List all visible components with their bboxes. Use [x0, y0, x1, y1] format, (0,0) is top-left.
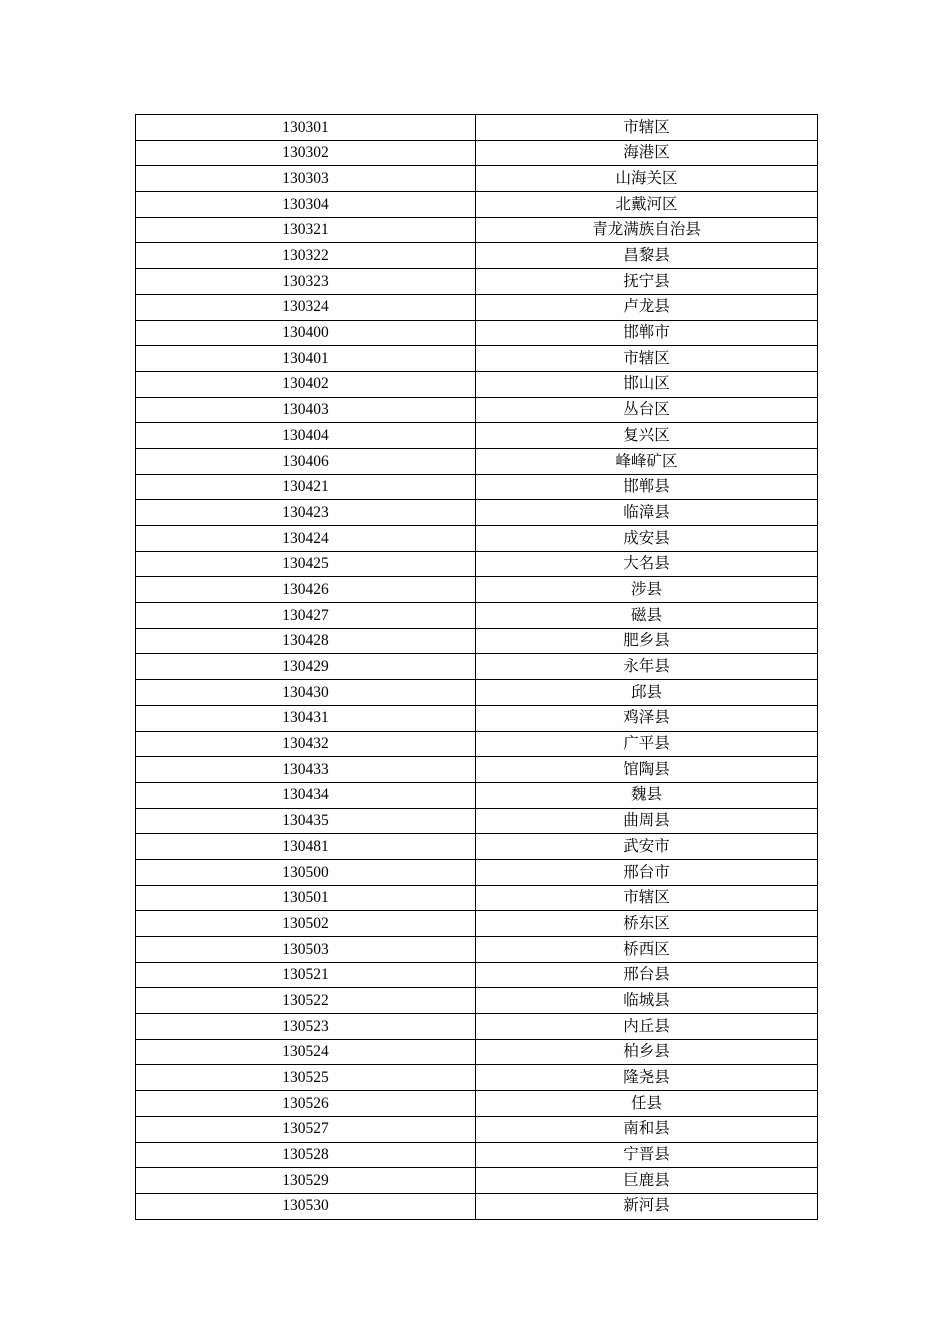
table-row: [136, 1116, 818, 1142]
region-name-cell: 海港区: [476, 140, 818, 166]
region-name-cell: 新河县: [476, 1193, 818, 1219]
region-name-cell: 山海关区: [476, 166, 818, 192]
region-code-cell: 130525: [136, 1065, 476, 1091]
region-name-cell: 馆陶县: [476, 757, 818, 783]
table-row: [136, 500, 818, 526]
region-name-cell: 大名县: [476, 551, 818, 577]
region-code-cell: 130421: [136, 474, 476, 500]
region-code-cell: 130323: [136, 269, 476, 295]
region-name-cell: 柏乡县: [476, 1039, 818, 1065]
region-name-cell: 鸡泽县: [476, 705, 818, 731]
region-code-cell: 130402: [136, 371, 476, 397]
region-code-cell: 130528: [136, 1142, 476, 1168]
table-row: [136, 859, 818, 885]
region-name-cell: 桥东区: [476, 911, 818, 937]
region-name-cell: 肥乡县: [476, 628, 818, 654]
region-code-cell: 130527: [136, 1116, 476, 1142]
table-row: [136, 423, 818, 449]
region-code-cell: 130522: [136, 988, 476, 1014]
table-row: [136, 1142, 818, 1168]
region-name-cell: 邢台县: [476, 962, 818, 988]
table-row: [136, 140, 818, 166]
region-code-cell: 130430: [136, 680, 476, 706]
table-row: [136, 526, 818, 552]
region-code-cell: 130404: [136, 423, 476, 449]
region-code-cell: 130303: [136, 166, 476, 192]
region-code-cell: 130426: [136, 577, 476, 603]
table-row: [136, 1193, 818, 1219]
region-name-cell: 丛台区: [476, 397, 818, 423]
region-name-cell: 永年县: [476, 654, 818, 680]
region-name-cell: 曲周县: [476, 808, 818, 834]
region-code-cell: 130428: [136, 628, 476, 654]
region-name-cell: 峰峰矿区: [476, 448, 818, 474]
region-name-cell: 市辖区: [476, 115, 818, 141]
table-row: [136, 115, 818, 141]
region-name-cell: 任县: [476, 1091, 818, 1117]
table-row: [136, 1065, 818, 1091]
region-name-cell: 磁县: [476, 603, 818, 629]
table-row: [136, 397, 818, 423]
region-name-cell: 昌黎县: [476, 243, 818, 269]
table-row: [136, 1168, 818, 1194]
table-row: [136, 320, 818, 346]
region-name-cell: 隆尧县: [476, 1065, 818, 1091]
table-row: [136, 885, 818, 911]
region-code-cell: 130302: [136, 140, 476, 166]
region-name-cell: 北戴河区: [476, 192, 818, 218]
region-name-cell: 临城县: [476, 988, 818, 1014]
table-row: [136, 988, 818, 1014]
region-code-cell: 130501: [136, 885, 476, 911]
region-name-cell: 涉县: [476, 577, 818, 603]
region-code-cell: 130481: [136, 834, 476, 860]
region-code-cell: 130401: [136, 346, 476, 372]
region-name-cell: 宁晋县: [476, 1142, 818, 1168]
region-code-cell: 130322: [136, 243, 476, 269]
table-row: [136, 551, 818, 577]
region-code-cell: 130429: [136, 654, 476, 680]
region-name-cell: 市辖区: [476, 346, 818, 372]
table-row: [136, 757, 818, 783]
region-name-cell: 成安县: [476, 526, 818, 552]
region-code-cell: 130434: [136, 782, 476, 808]
region-code-cell: 130431: [136, 705, 476, 731]
region-code-cell: 130424: [136, 526, 476, 552]
region-code-cell: 130500: [136, 859, 476, 885]
table-row: [136, 192, 818, 218]
region-code-cell: 130304: [136, 192, 476, 218]
table-row: [136, 937, 818, 963]
region-name-cell: 邱县: [476, 680, 818, 706]
table-row: [136, 808, 818, 834]
region-code-table-body: [136, 115, 818, 1220]
region-code-cell: 130321: [136, 217, 476, 243]
table-row: [136, 371, 818, 397]
table-row: [136, 294, 818, 320]
table-row: [136, 834, 818, 860]
region-code-cell: 130529: [136, 1168, 476, 1194]
region-code-cell: 130324: [136, 294, 476, 320]
table-row: [136, 962, 818, 988]
table-row: [136, 243, 818, 269]
table-row: [136, 911, 818, 937]
region-name-cell: 南和县: [476, 1116, 818, 1142]
region-name-cell: 抚宁县: [476, 269, 818, 295]
region-code-cell: 130423: [136, 500, 476, 526]
region-name-cell: 巨鹿县: [476, 1168, 818, 1194]
table-row: [136, 448, 818, 474]
region-code-cell: 130435: [136, 808, 476, 834]
region-code-cell: 130526: [136, 1091, 476, 1117]
region-code-cell: 130406: [136, 448, 476, 474]
region-name-cell: 复兴区: [476, 423, 818, 449]
table-row: [136, 1014, 818, 1040]
region-name-cell: 邢台市: [476, 859, 818, 885]
table-row: [136, 269, 818, 295]
region-name-cell: 青龙满族自治县: [476, 217, 818, 243]
region-code-cell: 130502: [136, 911, 476, 937]
region-name-cell: 邯郸市: [476, 320, 818, 346]
region-code-table: [135, 114, 818, 1220]
table-row: [136, 474, 818, 500]
table-row: [136, 654, 818, 680]
region-name-cell: 武安市: [476, 834, 818, 860]
region-code-cell: 130432: [136, 731, 476, 757]
region-name-cell: 市辖区: [476, 885, 818, 911]
region-name-cell: 广平县: [476, 731, 818, 757]
table-row: [136, 680, 818, 706]
region-code-cell: 130523: [136, 1014, 476, 1040]
table-row: [136, 1039, 818, 1065]
region-code-cell: 130524: [136, 1039, 476, 1065]
table-row: [136, 628, 818, 654]
region-code-cell: 130425: [136, 551, 476, 577]
table-row: [136, 731, 818, 757]
table-row: [136, 577, 818, 603]
region-code-cell: 130427: [136, 603, 476, 629]
table-row: [136, 603, 818, 629]
region-name-cell: 桥西区: [476, 937, 818, 963]
table-row: [136, 217, 818, 243]
region-name-cell: 邯山区: [476, 371, 818, 397]
region-code-cell: 130503: [136, 937, 476, 963]
region-code-cell: 130433: [136, 757, 476, 783]
region-code-cell: 130521: [136, 962, 476, 988]
region-code-cell: 130403: [136, 397, 476, 423]
region-name-cell: 邯郸县: [476, 474, 818, 500]
region-code-cell: 130530: [136, 1193, 476, 1219]
region-name-cell: 内丘县: [476, 1014, 818, 1040]
table-row: [136, 705, 818, 731]
table-row: [136, 346, 818, 372]
region-code-cell: 130301: [136, 115, 476, 141]
region-code-cell: 130400: [136, 320, 476, 346]
table-row: [136, 782, 818, 808]
region-name-cell: 卢龙县: [476, 294, 818, 320]
table-row: [136, 1091, 818, 1117]
region-name-cell: 魏县: [476, 782, 818, 808]
table-row: [136, 166, 818, 192]
region-name-cell: 临漳县: [476, 500, 818, 526]
